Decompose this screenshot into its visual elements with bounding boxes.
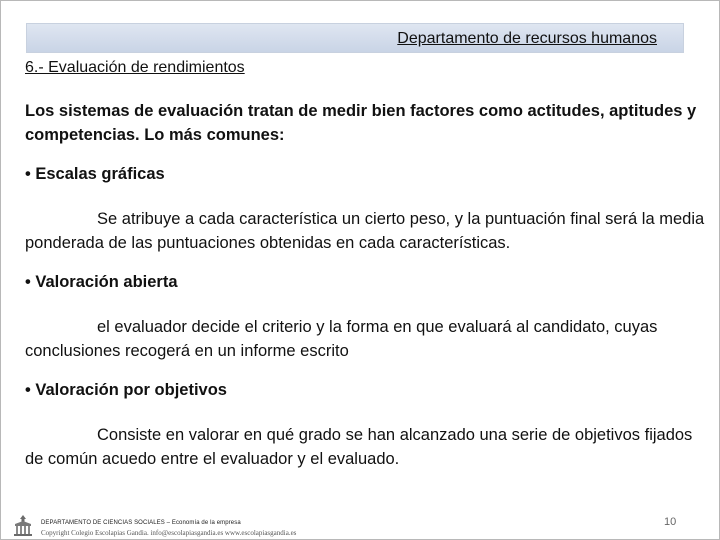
intro-paragraph: Los sistemas de evaluación tratan de medir bien factores como actitudes, aptitudes y competencias. Lo más comunes: <box>25 102 697 144</box>
bullet-valoracion-objetivos: • Valoración por objetivos <box>25 381 227 399</box>
bullet-valoracion-abierta: • Valoración abierta <box>25 273 178 291</box>
section-subtitle: 6.- Evaluación de rendimientos <box>25 59 245 76</box>
page-title: Departamento de recursos humanos <box>397 30 657 47</box>
bullet-escalas-graficas: • Escalas gráficas <box>25 165 165 183</box>
description-escalas-graficas: Se atribuye a cada característica un cierto peso, y la puntuación final será la media ponderada de las puntuaciones obtenidas en cada características. <box>25 210 705 252</box>
footer-department: DEPARTAMENTO DE CIENCIAS SOCIALES – Economía de la empresa <box>41 520 241 526</box>
page-number: 10 <box>664 516 677 528</box>
description-valoracion-objetivos: Consiste en valorar en qué grado se han alcanzado una serie de objetivos fijados de común acuedo entre el evaluador y el evaluado. <box>25 426 693 468</box>
footer-copyright: Copyright Colegio Escolapias Gandia. info@escolapiasgandia.es www.escolapiasgandia.es <box>41 529 297 537</box>
slide-footer <box>1 506 719 539</box>
school-crest-icon <box>11 514 35 538</box>
title-bar <box>26 23 684 53</box>
description-valoracion-abierta: el evaluador decide el criterio y la forma en que evaluará al candidato, cuyas conclusiones recogerá en un informe escrito <box>25 318 658 360</box>
